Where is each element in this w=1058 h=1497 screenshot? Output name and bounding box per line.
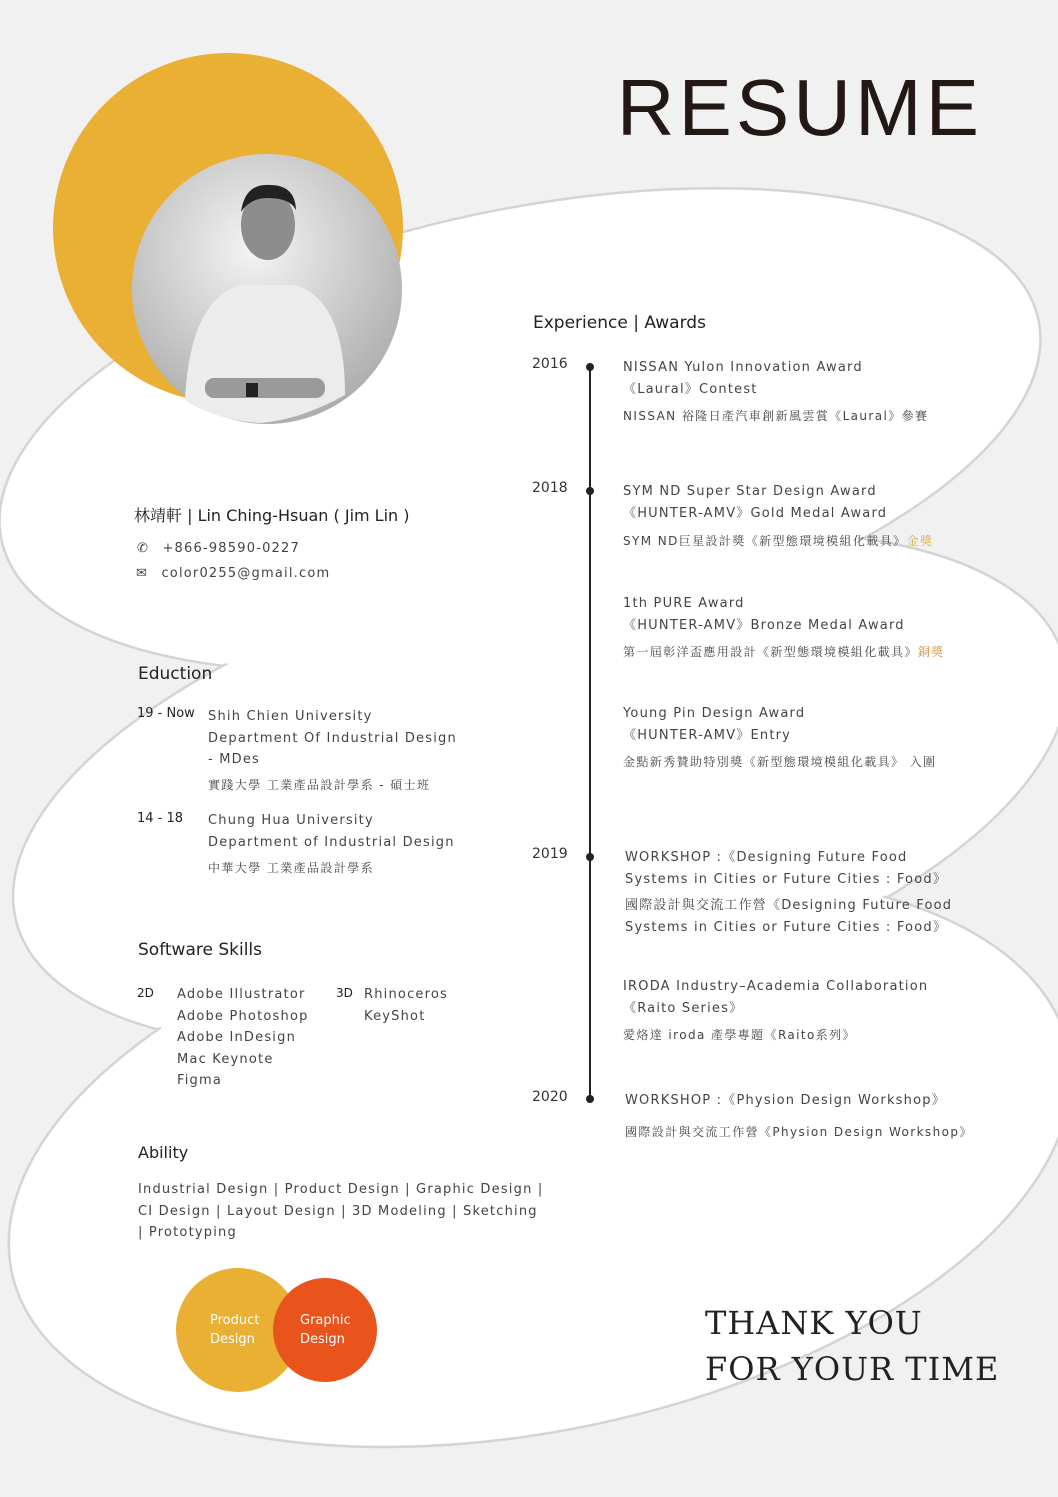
phone-number: +866-98590-0227 [162, 541, 300, 556]
software-3d-list [364, 984, 448, 1027]
ability-heading: Ability [138, 1143, 189, 1162]
timeline-dot [586, 363, 594, 371]
edu-line: Chung Hua University [208, 813, 374, 828]
award-entry: WORKSHOP :《Physion Design Workshop》 國際設計與交流工作營《Physion Design Workshop》 [625, 1093, 973, 1139]
venn-graphic-design: Graphic Design [300, 1313, 351, 1347]
edu-period: 19 - Now [137, 706, 195, 721]
award-entry: WORKSHOP :《Designing Future Food Systems in Cities or Future Cities : Food》 國際設計與交流工作營《Designing Future Food Systems in Cities or Future Cities : Food》 [625, 850, 953, 935]
software-item: Adobe Photoshop [177, 1008, 309, 1024]
edu-line: Department Of Industrial Design [208, 730, 457, 746]
software-2d-list [177, 984, 309, 1092]
software-item: Mac Keynote [177, 1051, 274, 1067]
phone-row [137, 538, 300, 560]
page-title: RESUME [616, 63, 983, 152]
edu-zh: 實踐大學 工業產品設計學系 - 碩士班 [208, 777, 431, 792]
award-entry: IRODA Industry–Academia Collaboration 《Raito Series》 愛烙達 iroda 產學專題《Raito系列》 [623, 979, 929, 1042]
edu-zh: 中華大學 工業產品設計學系 [208, 861, 375, 875]
software-item: Adobe InDesign [177, 1030, 297, 1045]
award-entry: 1th PURE Award 《HUNTER-AMV》Bronze Medal Award 第一屆彰洋盃應用設計《新型態環境模組化載具》銅獎 [623, 596, 945, 659]
label-2d: 2D [137, 986, 154, 1000]
award-entry: SYM ND Super Star Design Award 《HUNTER-AMV》Gold Medal Award SYM ND巨星設計獎《新型態環境模組化載具》金獎 [623, 484, 934, 548]
phone-icon: ✆ [137, 541, 150, 556]
year-label: 2019 [532, 846, 568, 862]
ability-line: | Prototyping [138, 1225, 237, 1240]
timeline-dot [586, 853, 594, 861]
edu-line: Shih Chien University [208, 709, 373, 724]
ability-list [138, 1179, 543, 1244]
edu-line: Department of Industrial Design [208, 834, 455, 850]
venn-product-design: Product Design [210, 1313, 260, 1347]
timeline-dot [586, 487, 594, 495]
software-item: Rhinoceros [364, 987, 449, 1002]
edu-entry [208, 810, 455, 880]
software-item: Adobe Illustrator [177, 987, 306, 1002]
ability-line: CI Design | Layout Design | 3D Modeling | Sketching [138, 1203, 538, 1219]
award-entry: NISSAN Yulon Innovation Award 《Laural》Contest NISSAN 裕隆日產汽車創新風雲賞《Laural》參賽 [623, 360, 929, 423]
profile-name: 林靖軒 | Lin Ching-Hsuan ( Jim Lin ) [134, 506, 410, 525]
year-label: 2020 [532, 1089, 568, 1105]
software-heading: Software Skills [138, 940, 263, 960]
mail-icon: ✉ [136, 566, 149, 581]
bronze-award-badge: 銅獎 [917, 645, 945, 659]
gold-award-badge: 金獎 [906, 534, 934, 548]
ability-line: Industrial Design | Product Design | Graphic Design | [138, 1182, 544, 1197]
year-label: 2018 [532, 480, 568, 496]
label-3d: 3D [336, 986, 353, 1000]
education-heading: Eduction [138, 664, 213, 684]
email-row [136, 563, 330, 585]
software-item: KeyShot [364, 1008, 426, 1024]
edu-line: - MDes [208, 752, 261, 767]
email-address[interactable]: color0255@gmail.com [161, 566, 331, 581]
experience-heading: Experience | Awards [533, 313, 706, 333]
thank-you-text: THANK YOU FOR YOUR TIME [705, 1304, 1000, 1388]
software-item: Figma [177, 1073, 223, 1088]
award-entry: Young Pin Design Award 《HUNTER-AMV》Entry 金點新秀贊助特別獎《新型態環境模組化載具》 入圍 [623, 706, 937, 769]
edu-entry [208, 706, 457, 796]
year-label: 2016 [532, 356, 568, 372]
edu-period: 14 - 18 [137, 811, 184, 826]
timeline-dot [586, 1095, 594, 1103]
